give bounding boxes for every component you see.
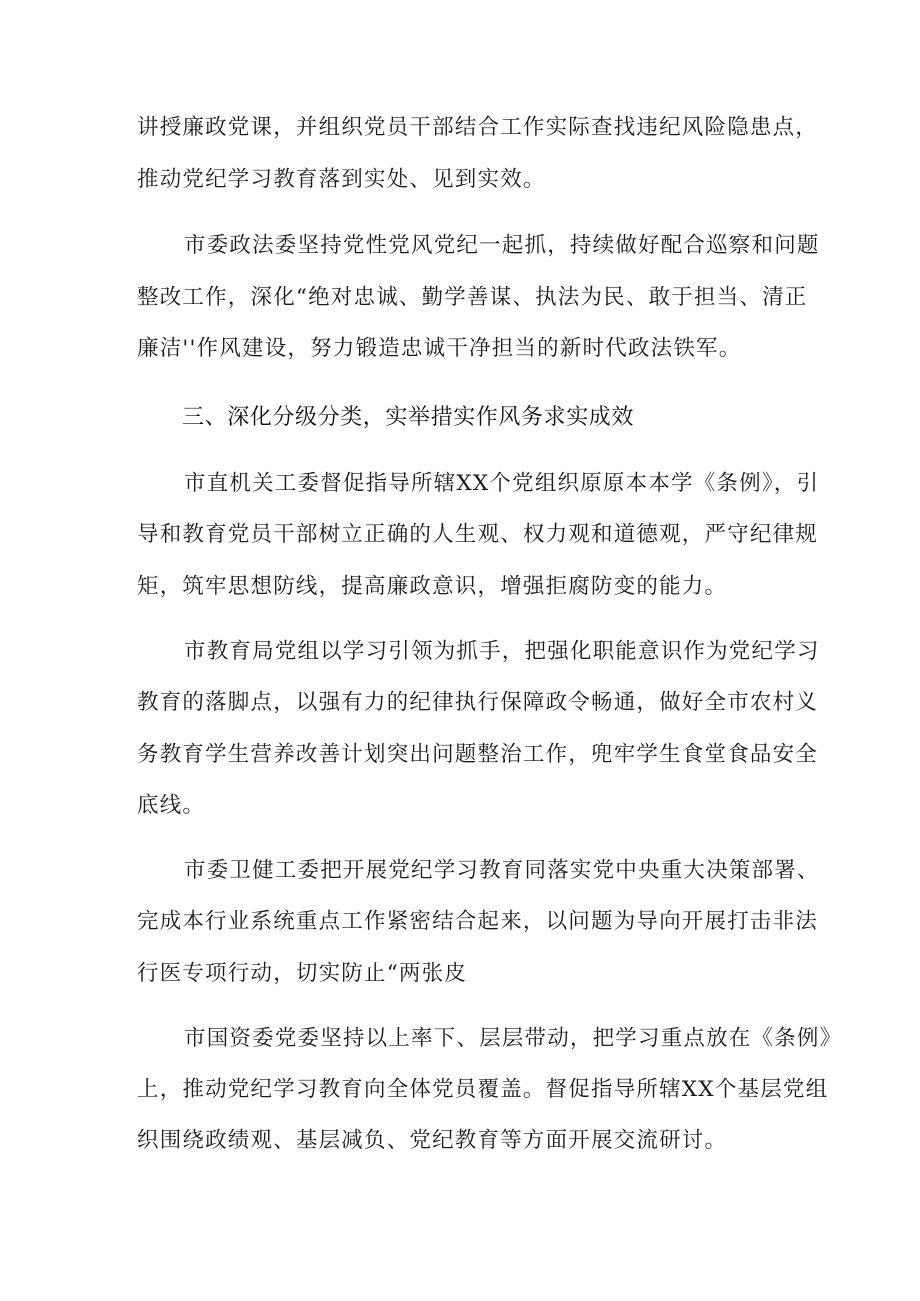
paragraph-line: 底线。 (137, 793, 206, 818)
paragraph-line: 上，推动党纪学习教育向全体党员覆盖。督促指导所辖XX个基层党组 (137, 1077, 829, 1102)
paragraph-line: 整改工作，深化“绝对忠诚、勤学善谋、执法为民、敢于担当、清正 (137, 285, 808, 310)
section-heading: 三、深化分级分类，实举措实作风务求实成效 (182, 405, 635, 430)
paragraph-line: 完成本行业系统重点工作紧密结合起来，以问题为导向开展打击非法 (137, 909, 819, 934)
paragraph-line: 导和教育党员干部树立正确的人生观、权力观和道德观，严守纪律规 (137, 522, 819, 547)
paragraph-line: 市委卫健工委把开展党纪学习教育同落实党中央重大决策部署、 (184, 858, 820, 883)
paragraph-line: 行医专项行动，切实防止“两张皮 (137, 961, 467, 986)
paragraph-line: 教育的落脚点，以强有力的纪律执行保障政令畅通，做好全市农村义 (137, 690, 819, 715)
paragraph-line: 织围绕政绩观、基层减负、党纪教育等方面开展交流研讨。 (137, 1128, 728, 1153)
paragraph-line: 廉洁''作风建设，努力锻造忠诚干净担当的新时代政法铁军。 (137, 336, 742, 361)
paragraph-line: 市委政法委坚持党性党风党纪一起抓，持续做好配合巡察和问题 (184, 233, 820, 258)
paragraph-line: 市教育局党组以学习引领为抓手，把强化职能意识作为党纪学习 (184, 639, 820, 664)
paragraph-line: 务教育学生营养改善计划突出问题整治工作，兜牢学生食堂食品安全 (137, 742, 819, 767)
paragraph-line: 矩，筑牢思想防线，提高廉政意识，增强拒腐防变的能力。 (137, 574, 728, 599)
paragraph-line: 讲授廉政党课，并组织党员干部结合工作实际查找违纪风险隐患点， (137, 115, 819, 140)
paragraph-line: 推动党纪学习教育落到实处、见到实效。 (137, 167, 546, 192)
paragraph-line: 市国资委党委坚持以上率下、层层带动，把学习重点放在《条例》 (184, 1026, 843, 1051)
paragraph-line: 市直机关工委督促指导所辖XX个党组织原原本本学《条例》，引 (184, 471, 820, 496)
